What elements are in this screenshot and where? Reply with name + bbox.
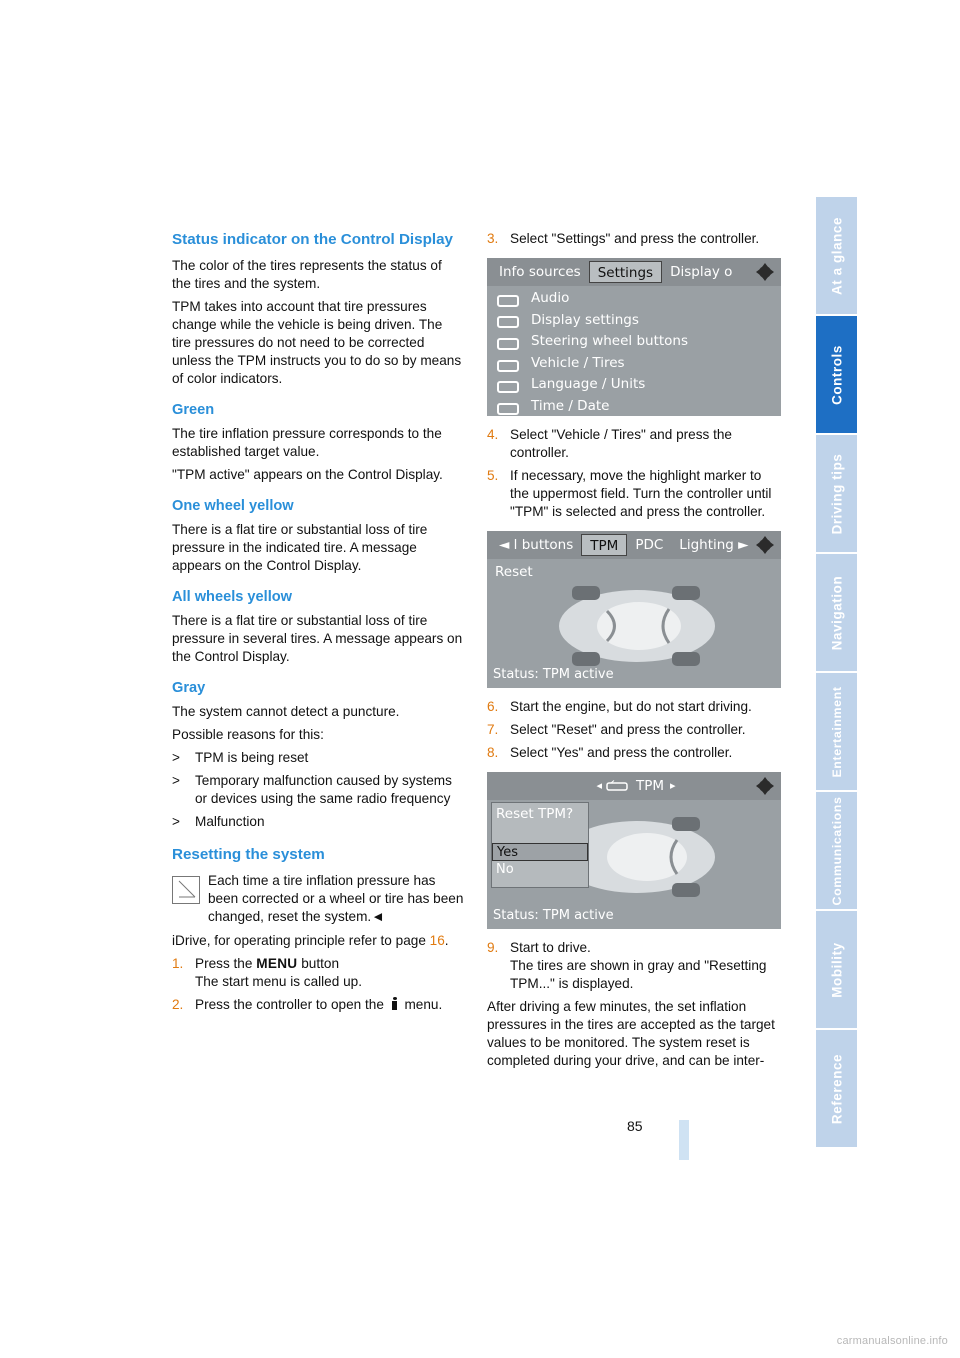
step-text: Start to drive.	[510, 940, 591, 955]
bullet-item	[172, 749, 464, 767]
controller-icon	[755, 776, 775, 796]
note-text: Each time a tire inflation pressure has been corrected or a wheel or tire has been changed, reset the system.	[208, 873, 464, 924]
menu-item-audio	[487, 288, 781, 310]
reset-option: Reset	[495, 564, 533, 580]
menu-label: Vehicle / Tires	[531, 354, 625, 371]
side-tab-controls[interactable]	[816, 316, 857, 435]
tab-settings: Settings	[589, 261, 662, 283]
side-tab-reference[interactable]	[816, 1030, 857, 1149]
car-icon	[495, 357, 521, 371]
car-top-view-icon	[547, 581, 727, 671]
chevron-left-icon: ◂	[596, 779, 602, 792]
step-text: button	[297, 956, 340, 971]
subheading-gray: Gray	[172, 680, 206, 696]
bullet-item	[172, 772, 464, 808]
bullet-marker: >	[172, 773, 180, 788]
screen-tabbar	[487, 531, 781, 559]
controller-icon	[755, 535, 775, 555]
paragraph: TPM takes into account that tire pressures change while the vehicle is being driven. The tire pressures do not need to be corrected unless the TPM instructs you to do so by means of color indicators.	[172, 299, 462, 386]
menu-label: Language / Units	[531, 376, 646, 393]
yes-option: Yes	[492, 843, 588, 861]
step-text: Press the controller to open the	[195, 997, 388, 1012]
side-tab-communications[interactable]	[816, 792, 857, 911]
clock-icon	[495, 400, 521, 414]
step-number: 6.	[487, 699, 499, 714]
menu-item-time-date	[487, 396, 781, 416]
section-heading-resetting: Resetting the system	[172, 846, 325, 863]
side-tab-at-a-glance[interactable]	[816, 197, 857, 316]
status-text: Status: TPM active	[493, 667, 614, 682]
menu-item-display-settings	[487, 310, 781, 332]
right-column	[487, 230, 782, 1075]
step-text: Press the	[195, 956, 257, 971]
menu-label: Audio	[531, 290, 570, 306]
step-item	[487, 744, 782, 762]
tab-pdc: PDC	[635, 537, 664, 553]
step-number: 4.	[487, 427, 499, 442]
step-number: 7.	[487, 722, 499, 737]
end-marker: ◄	[371, 909, 385, 924]
subheading-green: Green	[172, 402, 215, 418]
paragraph: The system cannot detect a puncture.	[172, 704, 400, 719]
note-icon	[172, 876, 200, 904]
step-text: menu.	[400, 997, 443, 1012]
screen-tabbar	[487, 258, 781, 286]
side-tab-label: Controls	[829, 344, 844, 405]
car-icon	[606, 780, 628, 792]
step-item	[487, 230, 782, 248]
bullet-text: Malfunction	[195, 814, 265, 829]
step-item	[487, 939, 782, 993]
side-tab-label: Navigation	[829, 575, 844, 650]
audio-icon	[495, 292, 521, 306]
step-number: 8.	[487, 745, 499, 760]
menu-item-vehicle-tires	[487, 353, 781, 375]
section-heading-status: Status indicator on the Control Display	[172, 231, 453, 248]
bullet-item	[172, 813, 464, 831]
no-option: No	[496, 862, 514, 877]
step-number: 1.	[172, 956, 184, 971]
info-icon	[391, 997, 398, 1010]
bullet-marker: >	[172, 814, 180, 829]
menu-label: Display settings	[531, 311, 639, 328]
step-number: 5.	[487, 468, 499, 483]
step-item	[487, 721, 782, 739]
screenshot-tpm-status	[487, 531, 781, 688]
flag-icon	[495, 378, 521, 392]
paragraph: There is a flat tire or substantial loss of tire pressure in the indicated tire. A message appears on the Control Display.	[172, 522, 428, 573]
step-item	[487, 467, 782, 521]
menu-button-icon: MENU	[256, 956, 298, 971]
tab-display: Display o	[670, 264, 733, 280]
paragraph: The color of the tires represents the status of the tires and the system.	[172, 258, 442, 291]
screenshot-reset-tpm	[487, 772, 781, 929]
side-tab-label: Reference	[829, 1053, 844, 1124]
step-text: The start menu is called up.	[195, 974, 362, 989]
screen-menu	[487, 286, 781, 416]
controller-icon	[755, 262, 775, 282]
side-tab-label: Communications	[829, 796, 844, 905]
screenshot-settings-menu	[487, 258, 781, 416]
paragraph	[172, 932, 464, 950]
side-tab-label: Mobility	[829, 941, 844, 998]
step-text: Start the engine, but do not start driving.	[510, 699, 752, 714]
side-tabs	[816, 197, 857, 1149]
side-tab-navigation[interactable]	[816, 554, 857, 673]
bullet-marker: >	[172, 750, 180, 765]
step-item	[487, 698, 782, 716]
status-text: Status: TPM active	[493, 908, 614, 923]
side-tab-label: At a glance	[829, 216, 844, 295]
idrive-text: iDrive, for operating principle refer to page	[172, 933, 430, 948]
page-number: 85	[627, 1118, 643, 1134]
reset-dialog	[491, 802, 589, 888]
step-text: Select "Yes" and press the controller.	[510, 745, 733, 760]
menu-label: Time / Date	[531, 397, 610, 414]
page-link[interactable]: 16	[429, 933, 445, 948]
menu-label: Steering wheel buttons	[531, 333, 689, 350]
side-tab-driving-tips[interactable]	[816, 435, 857, 554]
step-item	[172, 996, 464, 1014]
paragraph: The tire inflation pressure corresponds to the established target value.	[172, 426, 442, 459]
note-block	[172, 872, 464, 926]
side-tab-mobility[interactable]	[816, 911, 857, 1030]
side-tab-entertainment[interactable]	[816, 673, 857, 792]
tab-lighting: Lighting ►	[679, 537, 749, 553]
steering-wheel-icon	[495, 335, 521, 349]
menu-item-steering-wheel	[487, 331, 781, 353]
step-text: If necessary, move the highlight marker to the uppermost field. Turn the controller until "TPM" is selected and press the controller.	[510, 468, 772, 519]
chevron-right-icon: ▸	[670, 779, 676, 792]
dialog-prompt: Reset TPM?	[496, 806, 574, 822]
bullet-text: TPM is being reset	[195, 750, 309, 765]
screen-title: TPM	[635, 778, 665, 794]
step-item	[487, 426, 782, 462]
step-text: The tires are shown in gray and "Resetting TPM..." is displayed.	[510, 958, 767, 991]
side-tab-label: Driving tips	[829, 453, 844, 534]
left-column	[172, 230, 464, 1019]
step-number: 3.	[487, 231, 499, 246]
footer-watermark: carmanualsonline.info	[836, 1335, 948, 1347]
subheading-one-wheel-yellow: One wheel yellow	[172, 498, 294, 514]
side-tab-label: Entertainment	[829, 685, 844, 778]
paragraph: After driving a few minutes, the set inflation pressures in the tires are accepted as the target values to be monitored. The system reset is completed during your drive, and can be inter-	[487, 999, 775, 1068]
display-icon	[495, 313, 521, 327]
step-number: 2.	[172, 997, 184, 1012]
paragraph: "TPM active" appears on the Control Display.	[172, 467, 443, 482]
step-text: Select "Vehicle / Tires" and press the controller.	[510, 427, 732, 460]
menu-item-language-units	[487, 374, 781, 396]
tab-tpm: TPM	[581, 534, 627, 556]
step-text: Select "Settings" and press the controller.	[510, 231, 760, 246]
subheading-all-wheels-yellow: All wheels yellow	[172, 589, 293, 605]
page-number-bar	[679, 1120, 689, 1160]
tab-info-sources: Info sources	[499, 264, 581, 280]
step-text: Select "Reset" and press the controller.	[510, 722, 746, 737]
paragraph: Possible reasons for this:	[172, 727, 324, 742]
period: .	[444, 933, 449, 948]
step-item	[172, 955, 464, 991]
step-number: 9.	[487, 940, 499, 955]
bullet-text: Temporary malfunction caused by systems or devices using the same radio frequency	[195, 773, 452, 806]
screen-tabbar	[487, 772, 781, 800]
tab-buttons: ◄ l buttons	[499, 537, 574, 553]
paragraph: There is a flat tire or substantial loss of tire pressure in several tires. A message appears on the Control Display.	[172, 613, 463, 664]
